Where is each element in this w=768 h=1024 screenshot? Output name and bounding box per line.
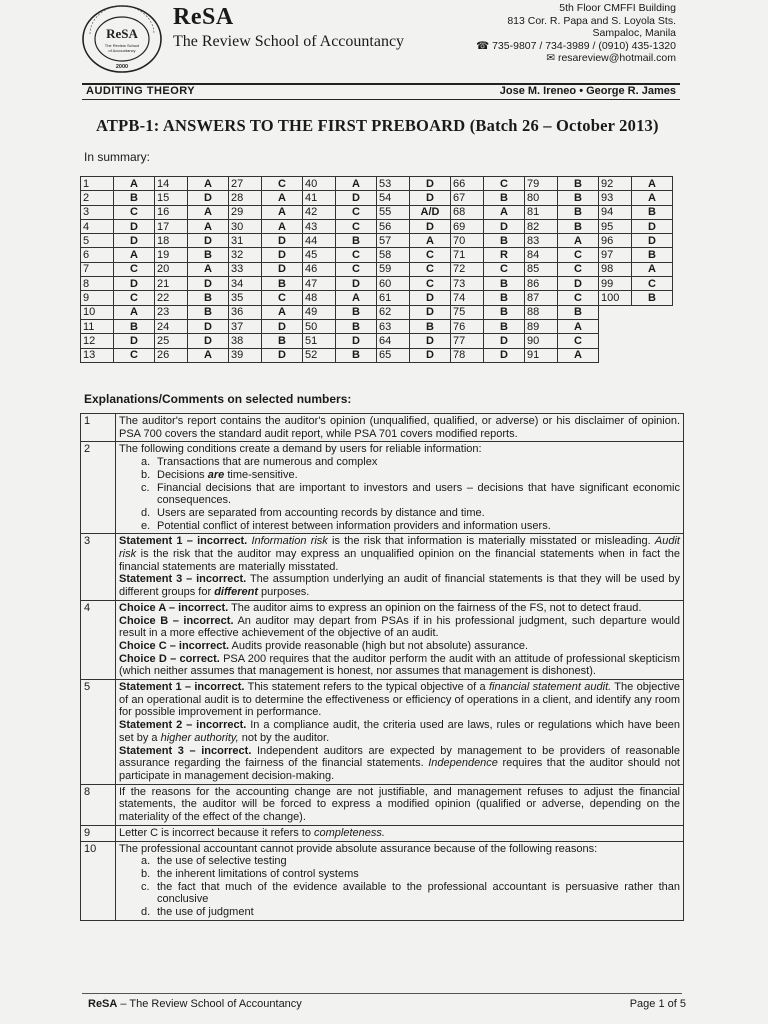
question-number: 15 bbox=[155, 191, 188, 205]
question-number: 84 bbox=[525, 248, 558, 262]
answer-letter: D bbox=[484, 334, 525, 348]
subject-title: AUDITING THEORY bbox=[86, 85, 196, 97]
question-number: 80 bbox=[525, 191, 558, 205]
explanation-text: Letter C is incorrect because it refers to completeness. bbox=[116, 825, 684, 841]
question-number: 68 bbox=[451, 205, 484, 219]
answer-letter: D bbox=[632, 219, 673, 233]
list-item: b. Decisions are time-sensitive. bbox=[141, 468, 298, 481]
question-number: 91 bbox=[525, 348, 558, 362]
question-number: 14 bbox=[155, 177, 188, 191]
answer-row bbox=[81, 177, 673, 191]
answer-letter: D bbox=[188, 191, 229, 205]
answer-letter: C bbox=[558, 248, 599, 262]
explanation-text bbox=[116, 680, 684, 785]
answer-letter: B bbox=[114, 191, 155, 205]
answer-letter: A bbox=[558, 348, 599, 362]
statement-paragraph: Statement 1 – incorrect. Information risk is the risk that information is materially misstated or misleading. Audit risk is the risk that the auditor may express an unqualified opinion on the financial statements when in fact the financial statements are materially misstated. bbox=[119, 535, 680, 573]
answer-letter: C bbox=[484, 262, 525, 276]
question-number: 58 bbox=[377, 248, 410, 262]
answer-letter: B bbox=[558, 205, 599, 219]
address-line: Sampaloc, Manila bbox=[592, 27, 676, 39]
answer-row bbox=[81, 191, 673, 205]
question-number: 69 bbox=[451, 219, 484, 233]
statement-paragraph: Statement 3 – incorrect. The assumption underlying an audit of financial statements is that they will be used by different groups for different purposes. bbox=[119, 573, 680, 599]
question-number: 93 bbox=[599, 191, 632, 205]
answer-letter: C bbox=[262, 291, 303, 305]
answer-letter: C bbox=[410, 262, 451, 276]
question-number: 57 bbox=[377, 234, 410, 248]
answer-letter: C bbox=[114, 348, 155, 362]
choice-paragraph: Choice A – incorrect. The auditor aims to express an opinion on the fairness of the FS, not to detect fraud. bbox=[119, 601, 642, 614]
answer-letter: A bbox=[262, 205, 303, 219]
question-number: 88 bbox=[525, 305, 558, 319]
answer-row bbox=[81, 262, 673, 276]
answer-letter: C bbox=[410, 248, 451, 262]
answer-letter: D bbox=[114, 219, 155, 233]
email-line: ✉ resareview@hotmail.com bbox=[546, 52, 676, 64]
question-number: 16 bbox=[155, 205, 188, 219]
answer-letter: A bbox=[262, 305, 303, 319]
explanation-row bbox=[81, 784, 684, 825]
answer-letter: A bbox=[188, 262, 229, 276]
question-number: 60 bbox=[377, 277, 410, 291]
answer-letter: A bbox=[410, 234, 451, 248]
answer-letter: D bbox=[632, 234, 673, 248]
question-number: 10 bbox=[81, 305, 114, 319]
school-name: The Review School of Accountancy bbox=[173, 33, 405, 50]
question-number: 28 bbox=[229, 191, 262, 205]
svg-text:ReSA: ReSA bbox=[106, 26, 138, 41]
question-number: 64 bbox=[377, 334, 410, 348]
answer-letter: D bbox=[188, 277, 229, 291]
answer-letter: C bbox=[336, 219, 377, 233]
answer-letter: R bbox=[484, 248, 525, 262]
question-number: 42 bbox=[303, 205, 336, 219]
list-item: a. Transactions that are numerous and complex bbox=[141, 456, 378, 469]
question-number: 26 bbox=[155, 348, 188, 362]
question-number: 35 bbox=[229, 291, 262, 305]
question-number: 49 bbox=[303, 305, 336, 319]
question-number: 24 bbox=[155, 319, 188, 333]
explanation-text: If the reasons for the accounting change are not justifiable, and management refuses to adjust the financial statements, the auditor will be forced to express a modified opinion (qualified or adverse, depending on the materiality of the effect of the change). bbox=[116, 784, 684, 825]
question-number: 43 bbox=[303, 219, 336, 233]
empty-cell bbox=[599, 334, 632, 348]
question-number: 13 bbox=[81, 348, 114, 362]
answer-letter: D bbox=[188, 334, 229, 348]
answer-letter: C bbox=[484, 177, 525, 191]
footer-rule bbox=[82, 993, 682, 994]
answer-letter: A bbox=[188, 219, 229, 233]
question-number: 6 bbox=[81, 248, 114, 262]
explanation-row bbox=[81, 680, 684, 785]
answer-row bbox=[81, 319, 673, 333]
answer-letter: A bbox=[188, 205, 229, 219]
empty-cell bbox=[599, 319, 632, 333]
question-number: 95 bbox=[599, 219, 632, 233]
question-number: 56 bbox=[377, 219, 410, 233]
question-number: 22 bbox=[155, 291, 188, 305]
answer-letter: A bbox=[114, 177, 155, 191]
question-number: 67 bbox=[451, 191, 484, 205]
question-number: 31 bbox=[229, 234, 262, 248]
school-address bbox=[436, 2, 676, 65]
footer-school: ReSA – The Review School of Accountancy bbox=[88, 998, 302, 1010]
question-number: 51 bbox=[303, 334, 336, 348]
statement-paragraph: Statement 2 – incorrect. In a compliance audit, the criteria used are laws, rules or regulations which have been set by a higher authority, not by the auditor. bbox=[119, 719, 680, 744]
question-number: 11 bbox=[81, 319, 114, 333]
answer-letter: B bbox=[336, 348, 377, 362]
item-number: 10 bbox=[81, 841, 116, 920]
statement-paragraph: Statement 3 – incorrect. Independent auditors are expected by management to be providers of reasonable assurance regarding the fairness of the financial statements. Independence requires that the auditor should not participate in management decision-making. bbox=[119, 744, 680, 782]
answer-letter: D bbox=[188, 234, 229, 248]
question-number: 33 bbox=[229, 262, 262, 276]
explanation-intro: The following conditions create a demand by users for reliable information: bbox=[119, 443, 482, 456]
svg-text:2000: 2000 bbox=[115, 64, 129, 70]
answer-letter: B bbox=[262, 334, 303, 348]
answer-row bbox=[81, 277, 673, 291]
answer-letter: B bbox=[188, 291, 229, 305]
list-item: b. the inherent limitations of control systems bbox=[141, 867, 359, 880]
question-number: 90 bbox=[525, 334, 558, 348]
answer-letter: A bbox=[632, 177, 673, 191]
empty-cell bbox=[599, 305, 632, 319]
empty-cell bbox=[632, 334, 673, 348]
question-number: 54 bbox=[377, 191, 410, 205]
empty-cell bbox=[632, 319, 673, 333]
answer-letter: D bbox=[188, 319, 229, 333]
answer-letter: C bbox=[558, 262, 599, 276]
question-number: 18 bbox=[155, 234, 188, 248]
question-number: 76 bbox=[451, 319, 484, 333]
explanation-text bbox=[116, 442, 684, 534]
question-number: 66 bbox=[451, 177, 484, 191]
choice-paragraph: Choice D – correct. PSA 200 requires that the auditor perform the audit with an attitude of professional skepticism (which neither assumes that management is honest, nor assumes that management is dishonest). bbox=[119, 652, 680, 678]
answer-letter: C bbox=[632, 277, 673, 291]
answer-letter: B bbox=[558, 305, 599, 319]
answer-letter: C bbox=[558, 334, 599, 348]
question-number: 46 bbox=[303, 262, 336, 276]
question-number: 25 bbox=[155, 334, 188, 348]
phone-line: ☎ 735-9807 / 734-3989 / (0910) 435-1320 bbox=[476, 39, 676, 52]
school-seal-logo bbox=[80, 4, 164, 74]
question-number: 19 bbox=[155, 248, 188, 262]
answer-letter: A bbox=[632, 191, 673, 205]
answer-letter: A bbox=[114, 305, 155, 319]
question-number: 55 bbox=[377, 205, 410, 219]
answer-letter: D bbox=[410, 348, 451, 362]
answer-letter: B bbox=[188, 305, 229, 319]
answer-letter: D bbox=[558, 277, 599, 291]
answer-letter: C bbox=[410, 277, 451, 291]
choice-paragraph: Choice C – incorrect. Audits provide reasonable (high but not absolute) assurance. bbox=[119, 639, 529, 652]
answer-letter: D bbox=[114, 334, 155, 348]
question-number: 99 bbox=[599, 277, 632, 291]
item-number: 1 bbox=[81, 414, 116, 442]
question-number: 41 bbox=[303, 191, 336, 205]
answer-letter: C bbox=[262, 177, 303, 191]
answer-row bbox=[81, 305, 673, 319]
answer-letter: B bbox=[484, 291, 525, 305]
answer-row bbox=[81, 205, 673, 219]
list-item: e. Potential conflict of interest between information providers and information users. bbox=[141, 519, 551, 532]
answer-letter: B bbox=[262, 277, 303, 291]
question-number: 83 bbox=[525, 234, 558, 248]
question-number: 61 bbox=[377, 291, 410, 305]
question-number: 48 bbox=[303, 291, 336, 305]
item-number: 4 bbox=[81, 600, 116, 679]
answer-row bbox=[81, 348, 673, 362]
answer-row bbox=[81, 334, 673, 348]
question-number: 70 bbox=[451, 234, 484, 248]
question-number: 32 bbox=[229, 248, 262, 262]
explanation-text bbox=[116, 841, 684, 920]
answer-letter: C bbox=[336, 262, 377, 276]
list-item: d. Users are separated from accounting records by distance and time. bbox=[141, 506, 485, 519]
explanation-row bbox=[81, 442, 684, 534]
question-number: 8 bbox=[81, 277, 114, 291]
authors: Jose M. Ireneo • George R. James bbox=[499, 85, 676, 97]
question-number: 2 bbox=[81, 191, 114, 205]
answer-letter: D bbox=[410, 305, 451, 319]
answer-letter: D bbox=[410, 291, 451, 305]
list-item: a. the use of selective testing bbox=[141, 855, 287, 868]
answer-letter: C bbox=[558, 291, 599, 305]
answer-letter: D bbox=[262, 248, 303, 262]
question-number: 52 bbox=[303, 348, 336, 362]
answer-letter: B bbox=[484, 319, 525, 333]
answer-row bbox=[81, 219, 673, 233]
empty-cell bbox=[632, 305, 673, 319]
answer-row bbox=[81, 234, 673, 248]
question-number: 71 bbox=[451, 248, 484, 262]
question-number: 1 bbox=[81, 177, 114, 191]
item-number: 5 bbox=[81, 680, 116, 785]
answer-letter: A bbox=[558, 319, 599, 333]
question-number: 50 bbox=[303, 319, 336, 333]
question-number: 29 bbox=[229, 205, 262, 219]
answer-letter: A bbox=[262, 219, 303, 233]
statement-paragraph: Statement 1 – incorrect. This statement refers to the typical objective of a financial statement audit. The objective of an operational audit is to determine the effectiveness or efficiency of operations in a client, and identify any room for possible improvement in performance. bbox=[119, 681, 680, 719]
answer-letter: A bbox=[188, 177, 229, 191]
question-number: 98 bbox=[599, 262, 632, 276]
item-number: 9 bbox=[81, 825, 116, 841]
answer-letter: B bbox=[336, 305, 377, 319]
empty-cell bbox=[632, 348, 673, 362]
answer-letter: B bbox=[632, 205, 673, 219]
explanation-text bbox=[116, 534, 684, 601]
answer-letter: A bbox=[114, 248, 155, 262]
question-number: 97 bbox=[599, 248, 632, 262]
question-number: 96 bbox=[599, 234, 632, 248]
address-line: 5th Floor CMFFI Building bbox=[559, 2, 676, 14]
answer-row bbox=[81, 248, 673, 262]
explanation-row bbox=[81, 414, 684, 442]
question-number: 40 bbox=[303, 177, 336, 191]
question-number: 9 bbox=[81, 291, 114, 305]
question-number: 79 bbox=[525, 177, 558, 191]
question-number: 59 bbox=[377, 262, 410, 276]
answer-letter: C bbox=[114, 205, 155, 219]
explanation-row bbox=[81, 600, 684, 679]
question-number: 47 bbox=[303, 277, 336, 291]
phone-icon: ☎ bbox=[476, 39, 493, 52]
answer-letter: D bbox=[336, 277, 377, 291]
question-number: 3 bbox=[81, 205, 114, 219]
explanation-row bbox=[81, 825, 684, 841]
answer-letter: D bbox=[410, 177, 451, 191]
answer-letter: D bbox=[484, 348, 525, 362]
list-item: c. Financial decisions that are important to investors and users – decisions that have significant economic consequences. bbox=[141, 481, 680, 507]
question-number: 75 bbox=[451, 305, 484, 319]
answer-letter: D bbox=[262, 234, 303, 248]
question-number: 38 bbox=[229, 334, 262, 348]
explanation-text bbox=[116, 600, 684, 679]
question-number: 12 bbox=[81, 334, 114, 348]
answer-key-table bbox=[80, 176, 673, 363]
address-line: 813 Cor. R. Papa and S. Loyola Sts. bbox=[507, 14, 676, 27]
answer-letter: A/D bbox=[410, 205, 451, 219]
question-number: 21 bbox=[155, 277, 188, 291]
answer-letter: B bbox=[632, 291, 673, 305]
answer-letter: D bbox=[262, 262, 303, 276]
item-number: 2 bbox=[81, 442, 116, 534]
question-number: 94 bbox=[599, 205, 632, 219]
question-number: 85 bbox=[525, 262, 558, 276]
item-number: 8 bbox=[81, 784, 116, 825]
question-number: 5 bbox=[81, 234, 114, 248]
envelope-icon: ✉ bbox=[546, 52, 558, 64]
question-number: 73 bbox=[451, 277, 484, 291]
question-number: 78 bbox=[451, 348, 484, 362]
document-title: ATPB-1: ANSWERS TO THE FIRST PREBOARD (Batch 26 – October 2013) bbox=[96, 116, 659, 135]
question-number: 36 bbox=[229, 305, 262, 319]
answer-letter: A bbox=[336, 291, 377, 305]
answer-letter: D bbox=[410, 219, 451, 233]
answer-letter: A bbox=[188, 348, 229, 362]
answer-letter: D bbox=[410, 191, 451, 205]
question-number: 86 bbox=[525, 277, 558, 291]
explanations-heading: Explanations/Comments on selected numbers: bbox=[84, 392, 352, 406]
question-number: 92 bbox=[599, 177, 632, 191]
question-number: 72 bbox=[451, 262, 484, 276]
answer-letter: B bbox=[484, 191, 525, 205]
answer-letter: D bbox=[114, 234, 155, 248]
answer-letter: A bbox=[484, 205, 525, 219]
question-number: 65 bbox=[377, 348, 410, 362]
svg-text:of Accountancy: of Accountancy bbox=[108, 48, 136, 53]
answer-letter: A bbox=[262, 191, 303, 205]
answer-letter: B bbox=[114, 319, 155, 333]
answer-letter: B bbox=[336, 319, 377, 333]
answer-letter: B bbox=[484, 234, 525, 248]
answer-letter: B bbox=[336, 234, 377, 248]
answer-letter: B bbox=[484, 305, 525, 319]
brand-name: ReSA bbox=[173, 4, 234, 30]
question-number: 23 bbox=[155, 305, 188, 319]
svg-text:The Review School: The Review School bbox=[104, 43, 140, 48]
question-number: 77 bbox=[451, 334, 484, 348]
question-number: 53 bbox=[377, 177, 410, 191]
list-item: d. the use of judgment bbox=[141, 906, 254, 919]
explanation-row bbox=[81, 841, 684, 920]
answer-letter: D bbox=[484, 219, 525, 233]
answer-letter: D bbox=[262, 348, 303, 362]
summary-label: In summary: bbox=[84, 150, 151, 164]
answer-letter: C bbox=[336, 205, 377, 219]
question-number: 37 bbox=[229, 319, 262, 333]
question-number: 82 bbox=[525, 219, 558, 233]
answer-letter: C bbox=[114, 262, 155, 276]
answer-letter: C bbox=[114, 291, 155, 305]
question-number: 27 bbox=[229, 177, 262, 191]
question-number: 44 bbox=[303, 234, 336, 248]
answer-row bbox=[81, 291, 673, 305]
explanation-text: The auditor's report contains the auditor's opinion (unqualified, qualified, or adverse) or his disclaimer of opinion. PSA 700 covers the standard audit report, while PSA 701 covers modified reports. bbox=[116, 414, 684, 442]
answer-letter: A bbox=[632, 262, 673, 276]
question-number: 89 bbox=[525, 319, 558, 333]
question-number: 34 bbox=[229, 277, 262, 291]
answer-letter: B bbox=[484, 277, 525, 291]
list-item: c. the fact that much of the evidence available to the professional accountant is persuasive rather than conclusive bbox=[141, 880, 680, 906]
answer-letter: B bbox=[632, 248, 673, 262]
question-number: 100 bbox=[599, 291, 632, 305]
page-number: Page 1 of 5 bbox=[629, 998, 686, 1010]
question-number: 20 bbox=[155, 262, 188, 276]
answer-letter: B bbox=[558, 177, 599, 191]
explanation-row bbox=[81, 534, 684, 601]
answer-letter: B bbox=[558, 191, 599, 205]
answer-letter: A bbox=[558, 234, 599, 248]
answer-letter: D bbox=[114, 277, 155, 291]
answer-letter: D bbox=[410, 334, 451, 348]
item-number: 3 bbox=[81, 534, 116, 601]
question-number: 7 bbox=[81, 262, 114, 276]
question-number: 30 bbox=[229, 219, 262, 233]
answer-letter: D bbox=[336, 191, 377, 205]
explanation-intro: The professional accountant cannot provide absolute assurance because of the following reasons: bbox=[119, 842, 598, 855]
answer-letter: B bbox=[558, 219, 599, 233]
question-number: 17 bbox=[155, 219, 188, 233]
answer-letter: B bbox=[188, 248, 229, 262]
explanations-table bbox=[80, 413, 684, 921]
answer-letter: A bbox=[336, 177, 377, 191]
question-number: 74 bbox=[451, 291, 484, 305]
answer-letter: D bbox=[262, 319, 303, 333]
question-number: 45 bbox=[303, 248, 336, 262]
answer-letter: C bbox=[336, 248, 377, 262]
question-number: 39 bbox=[229, 348, 262, 362]
question-number: 81 bbox=[525, 205, 558, 219]
header-rule bbox=[82, 99, 680, 100]
empty-cell bbox=[599, 348, 632, 362]
choice-paragraph: Choice B – incorrect. An auditor may depart from PSAs if in his professional judgment, such departure would result in a more effective achievement of the objective of an audit. bbox=[119, 614, 680, 640]
question-number: 4 bbox=[81, 219, 114, 233]
answer-letter: B bbox=[410, 319, 451, 333]
question-number: 63 bbox=[377, 319, 410, 333]
question-number: 87 bbox=[525, 291, 558, 305]
answer-letter: D bbox=[336, 334, 377, 348]
question-number: 62 bbox=[377, 305, 410, 319]
